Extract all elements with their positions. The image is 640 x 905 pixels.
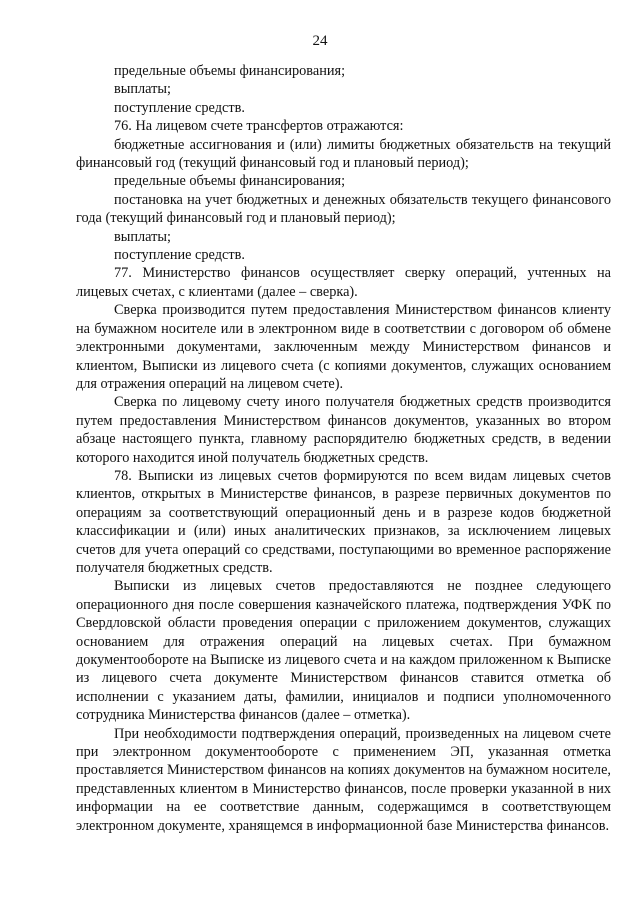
paragraph: постановка на учет бюджетных и денежных обязательств текущего финансового года (текущий финансовый год и плановый период); [76,191,611,227]
paragraph: Выписки из лицевых счетов предоставляются не позднее следующего операционного дня после совершения казначейского платежа, подтверждения УФК по Свердловской области проведения операции с приложением документов, служащих основанием для отражения операций на лицевых счетах. При бумажном документообороте на Выписке из лицевого счета и на каждом приложенном к Выписке из лицевого счета документе Министерством финансов ставится отметка об исполнении с указанием даты, фамилии, инициалов и подписи уполномоченного сотрудника Министерства финансов (далее – отметка). [76,578,611,724]
page-number: 24 [312,33,328,49]
paragraph: поступление средств. [114,247,245,264]
paragraph: предельные объемы финансирования; [114,63,346,79]
paragraph: предельные объемы финансирования; [114,173,346,190]
paragraph: Сверка производится путем предоставления Министерством финансов клиенту на бумажном носителе или в электронном виде в соответствии с договором об обмене электронными документами, заключенным между Министерством финансов и клиентом, Выписки из лицевого счета (с копиями документов, служащих основанием для отражения операций на лицевом счете). [76,302,611,392]
paragraph: Сверка по лицевому счету иного получателя бюджетных средств производится путем предоставления Министерством финансов документов, указанных во втором абзаце настоящего пункта, главному распорядителю бюджетных средств, в ведении которого находится иной получатель бюджетных средств. [76,394,611,466]
paragraph: выплаты; [114,228,171,245]
paragraph: поступление средств. [114,99,245,116]
document-body [76,62,611,835]
paragraph: 77. Министерство финансов осуществляет сверку операций, учтенных на лицевых счетах, с клиентами (далее – сверка). [76,265,611,300]
paragraph: При необходимости подтверждения операций, произведенных на лицевом счете при электронном документообороте с применением ЭП, указанная отметка проставляется Министерством финансов на копиях документов на бумажном носителе, представленных клиентом в Министерство финансов, после проверки указанной в них информации на ее соответствие данным, содержащимся в соответствующем электронном документе, хранящемся в информационной базе Министерства финансов. [76,725,611,834]
paragraph: выплаты; [114,81,171,98]
paragraph: бюджетные ассигнования и (или) лимиты бюджетных обязательств на текущий финансовый год (текущий финансовый год и плановый период); [76,136,611,172]
paragraph: 78. Выписки из лицевых счетов формируются по всем видам лицевых счетов клиентов, открытых в Министерстве финансов, в разрезе первичных документов по операциям за соответствующий операционный день и в разрезе кодов бюджетной классификации и (или) иных аналитических признаков, за исключением лицевых счетов для учета операций со средствами, поступающими во временное распоряжение получателя бюджетных средств. [76,467,611,576]
paragraph: 76. На лицевом счете трансфертов отражаются: [114,118,404,135]
